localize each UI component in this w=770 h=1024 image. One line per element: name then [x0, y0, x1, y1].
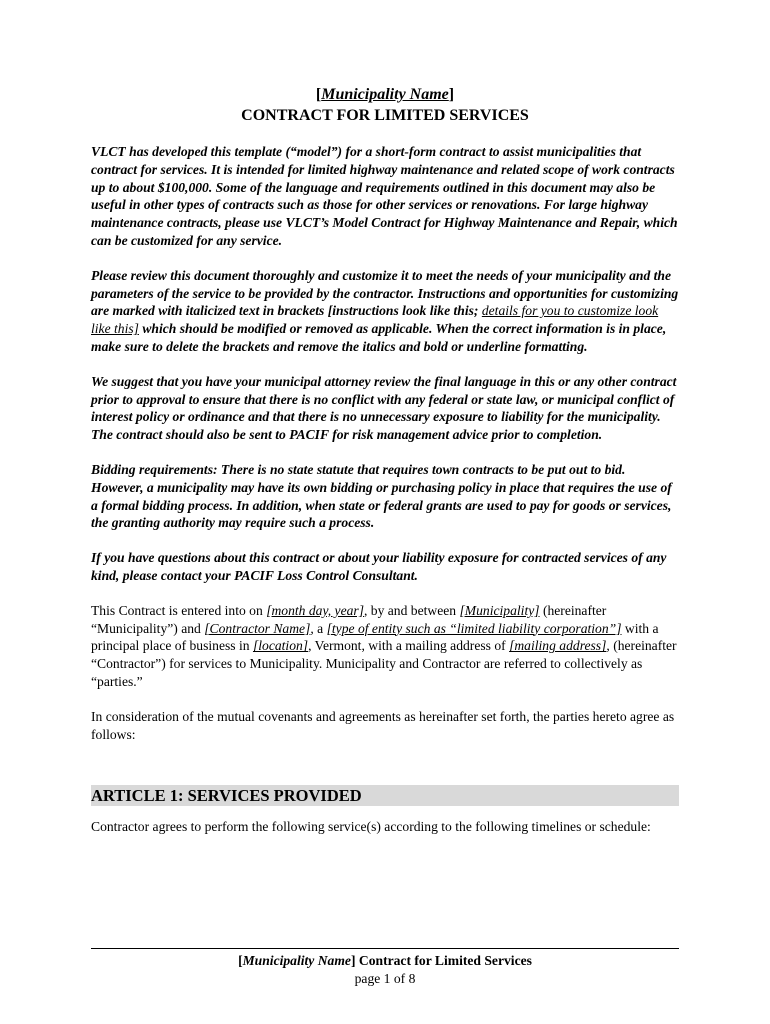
article-1-text: Contractor agrees to perform the following service(s) according to the following timelines or schedule:: [91, 819, 651, 835]
page-number: page 1 of 8: [354, 971, 416, 986]
page-footer: [91, 948, 679, 988]
document-page: [91, 84, 679, 836]
municipality-name-placeholder: Municipality Name: [321, 86, 449, 103]
consideration-paragraph: In consideration of the mutual covenants and agreements as hereinafter set forth, the parties hereto agree as follows:: [91, 708, 675, 742]
article-1-heading: ARTICLE 1: SERVICES PROVIDED: [91, 785, 679, 806]
date-field: [month day, year]: [266, 602, 364, 618]
footer-municipality-name: Municipality Name: [242, 953, 351, 968]
intro-paragraph-2: Please review this document thoroughly and customize it to meet the needs of your municipality and the parameters of the service to be provided by the contractor. Instructions and opportunities for customizing are marked with italicized text in brackets [instructions look like this; details for you to customize look like this] which should be modified or removed as applicable. When the correct information is in place, make sure to delete the brackets and remove the italics and bold or underline formatting.: [91, 267, 679, 354]
intro-paragraph-4: Bidding requirements: There is no state statute that requires town contracts to be put out to bid. However, a municipality may have its own bidding or purchasing policy in place that requires the use of a formal bidding process. In addition, when state or federal grants are used to pay for goods or services, the granting authority may require such a process.: [91, 461, 672, 531]
contract-parties-paragraph: This Contract is entered into on [month day, year], by and between [Municipality] (hereinafter “Municipality”) and [Contractor Name], a [type of entity such as “limited liability corporation”] with a principal place of business in [location], Vermont, with a mailing address of [mailing address], (hereinafter “Contractor”) for services to Municipality. Municipality and Contractor are referred to collectively as “parties.”: [91, 602, 677, 689]
footer-title: [Municipality Name] Contract for Limited Services: [238, 953, 532, 968]
entity-type-field: [type of entity such as “limited liability corporation”]: [326, 620, 622, 636]
contract-title: CONTRACT FOR LIMITED SERVICES: [241, 107, 529, 124]
location-field: [location]: [252, 638, 309, 654]
contractor-name-field: [Contractor Name]: [204, 620, 311, 636]
municipality-name-heading: [Municipality Name]: [315, 86, 455, 103]
intro-paragraph-1: VLCT has developed this template (“model”) for a short-form contract to assist municipalities that contract for services. It is intended for limited highway maintenance and related scope of work contracts up to about $100,000. Some of the language and requirements outlined in this document may also be useful in other types of contracts such as those for other services or renovations. For large highway maintenance contracts, please use VLCT’s Model Contract for Highway Maintenance and Repair, which can be customized for any service.: [91, 144, 678, 248]
municipality-field: [Municipality]: [459, 602, 540, 618]
mailing-address-field: [mailing address]: [509, 638, 607, 654]
intro-paragraph-3: We suggest that you have your municipal attorney review the final language in this or any other contract prior to approval to ensure that there is no conflict with any federal or state law, or municipal conflict of interest policy or ordinance and that there is no unnecessary exposure to liability for the municipality. The contract should also be sent to PACIF for risk management advice prior to completion.: [91, 373, 677, 443]
intro-paragraph-5: If you have questions about this contract or about your liability exposure for contracted services of any kind, please contact your PACIF Loss Control Consultant.: [91, 550, 667, 583]
customize-example-link: details for you to customize look like this]: [91, 303, 659, 337]
